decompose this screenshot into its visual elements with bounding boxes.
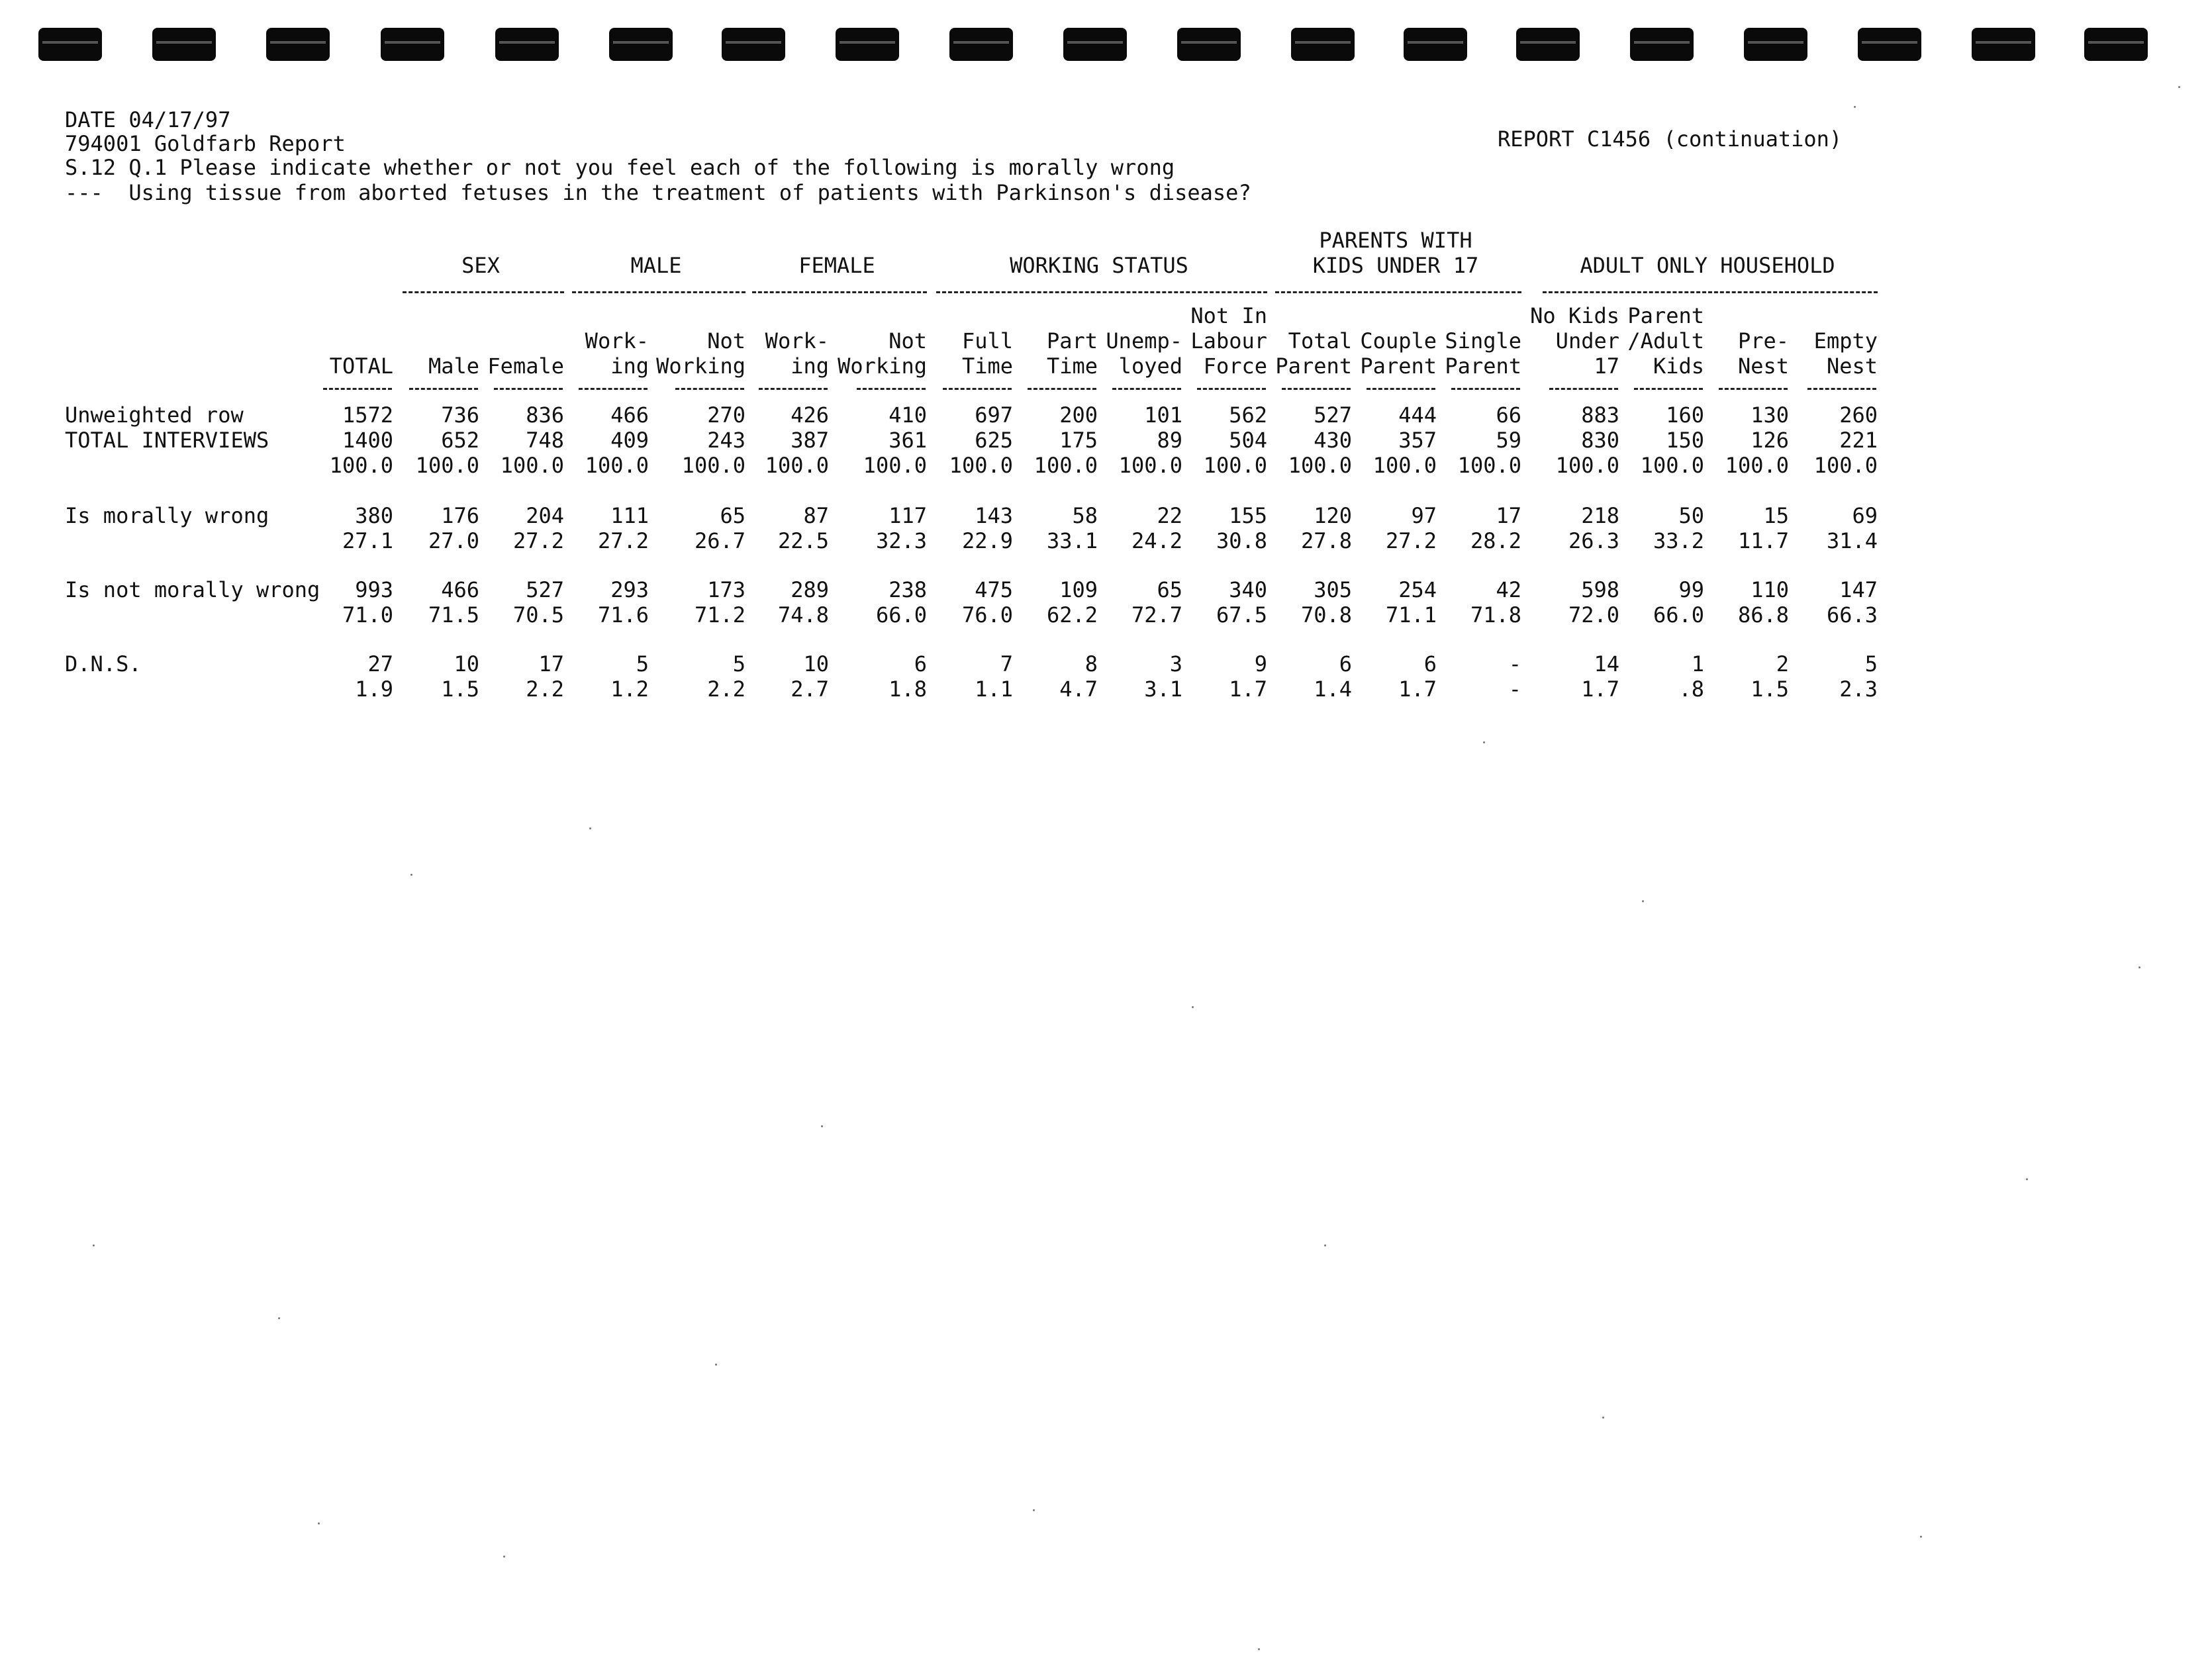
group-underline xyxy=(936,291,1267,293)
column-header: Working xyxy=(838,353,927,379)
table-cell: 120 xyxy=(1314,503,1352,528)
table-cell: 270 xyxy=(707,402,745,428)
column-underline xyxy=(579,388,648,390)
column-header: Male xyxy=(428,353,479,379)
report-date: DATE 04/17/97 xyxy=(65,107,231,132)
table-cell: 62.2 xyxy=(1046,602,1098,628)
table-cell: 17 xyxy=(538,651,564,677)
table-cell: 6 xyxy=(1339,651,1352,677)
table-cell: 697 xyxy=(975,402,1013,428)
table-cell: 6 xyxy=(914,651,927,677)
table-cell: 200 xyxy=(1059,402,1098,428)
table-cell: 27.1 xyxy=(342,528,393,553)
column-underline xyxy=(1028,388,1096,390)
table-cell: 100.0 xyxy=(1555,453,1619,478)
table-cell: 2.3 xyxy=(1839,677,1878,702)
column-underline xyxy=(323,388,392,390)
column-header: loyed xyxy=(1118,353,1182,379)
scan-speck xyxy=(410,874,412,876)
table-cell: 8 xyxy=(1084,651,1098,677)
group-header-line1: PARENTS WITH xyxy=(1319,228,1472,253)
group-header-line2: KIDS UNDER 17 xyxy=(1312,253,1479,278)
scan-speck xyxy=(1192,1006,1194,1008)
column-underline xyxy=(943,388,1012,390)
column-underline xyxy=(1634,388,1703,390)
table-cell: 22 xyxy=(1157,503,1182,528)
table-cell: 59 xyxy=(1496,428,1521,453)
column-underline xyxy=(675,388,744,390)
table-cell: 562 xyxy=(1229,402,1267,428)
table-cell: - xyxy=(1508,651,1521,677)
table-cell: 72.0 xyxy=(1568,602,1619,628)
table-cell: 71.5 xyxy=(428,602,479,628)
sprocket-hole xyxy=(836,28,899,61)
table-cell: 466 xyxy=(610,402,649,428)
table-cell: 71.0 xyxy=(342,602,393,628)
table-cell: 430 xyxy=(1314,428,1352,453)
table-cell: 71.2 xyxy=(694,602,745,628)
table-cell: 130 xyxy=(1751,402,1789,428)
sprocket-hole xyxy=(609,28,673,61)
table-cell: 100.0 xyxy=(500,453,564,478)
table-cell: 5 xyxy=(636,651,649,677)
group-header: ADULT ONLY HOUSEHOLD xyxy=(1580,253,1835,278)
table-cell: 100.0 xyxy=(1457,453,1521,478)
table-cell: 748 xyxy=(526,428,564,453)
table-cell: 409 xyxy=(610,428,649,453)
column-header: Working xyxy=(656,353,745,379)
table-cell: 10 xyxy=(454,651,479,677)
subquestion-text: --- Using tissue from aborted fetuses in the treatment of patients with Parkinson's disease? xyxy=(65,180,1251,205)
row-label: Is not morally wrong xyxy=(65,577,320,602)
table-cell: 27 xyxy=(367,651,393,677)
column-header: No Kids xyxy=(1530,303,1619,328)
column-header: /Adult xyxy=(1627,328,1704,353)
table-cell: 100.0 xyxy=(1640,453,1704,478)
table-cell: 176 xyxy=(441,503,479,528)
column-header: Under xyxy=(1555,328,1619,353)
table-cell: 1572 xyxy=(342,402,393,428)
scan-speck xyxy=(589,827,591,829)
table-cell: 65 xyxy=(720,503,745,528)
table-cell: 50 xyxy=(1678,503,1704,528)
table-cell: 625 xyxy=(975,428,1013,453)
scan-speck xyxy=(1602,1417,1604,1419)
table-cell: 652 xyxy=(441,428,479,453)
table-cell: 65 xyxy=(1157,577,1182,602)
column-header: Time xyxy=(1046,353,1098,379)
table-cell: 101 xyxy=(1144,402,1182,428)
table-cell: 100.0 xyxy=(1725,453,1789,478)
table-cell: 69 xyxy=(1852,503,1878,528)
table-cell: 58 xyxy=(1072,503,1098,528)
table-cell: 2 xyxy=(1776,651,1789,677)
table-cell: 100.0 xyxy=(1288,453,1352,478)
table-cell: 1.5 xyxy=(1751,677,1789,702)
table-cell: 466 xyxy=(441,577,479,602)
column-header: 17 xyxy=(1594,353,1619,379)
sprocket-hole xyxy=(1404,28,1467,61)
column-header: Total xyxy=(1288,328,1352,353)
column-header: Nest xyxy=(1737,353,1789,379)
column-header: Full xyxy=(961,328,1013,353)
table-cell: 175 xyxy=(1059,428,1098,453)
table-cell: 110 xyxy=(1751,577,1789,602)
column-header: Nest xyxy=(1826,353,1878,379)
table-cell: 22.5 xyxy=(777,528,829,553)
table-cell: 71.8 xyxy=(1470,602,1521,628)
column-header: Unemp- xyxy=(1106,328,1182,353)
table-cell: 155 xyxy=(1229,503,1267,528)
table-cell: 380 xyxy=(355,503,393,528)
table-cell: 17 xyxy=(1496,503,1521,528)
table-cell: 504 xyxy=(1229,428,1267,453)
column-underline xyxy=(759,388,828,390)
table-cell: 361 xyxy=(889,428,927,453)
table-cell: 100.0 xyxy=(585,453,649,478)
table-cell: 993 xyxy=(355,577,393,602)
table-cell: 66.0 xyxy=(1653,602,1704,628)
sprocket-hole xyxy=(722,28,785,61)
scan-speck xyxy=(278,1317,280,1319)
table-cell: 143 xyxy=(975,503,1013,528)
table-cell: 100.0 xyxy=(765,453,829,478)
table-cell: 1.2 xyxy=(610,677,649,702)
sprocket-hole xyxy=(266,28,330,61)
group-header: FEMALE xyxy=(798,253,875,278)
table-cell: 71.1 xyxy=(1385,602,1437,628)
table-cell: 100.0 xyxy=(863,453,927,478)
scan-speck xyxy=(1324,1244,1326,1246)
column-header: Time xyxy=(961,353,1013,379)
table-cell: 100.0 xyxy=(329,453,393,478)
table-cell: 527 xyxy=(1314,402,1352,428)
column-underline xyxy=(1112,388,1181,390)
table-cell: 4.7 xyxy=(1059,677,1098,702)
group-header: WORKING STATUS xyxy=(1010,253,1188,278)
column-underline xyxy=(1282,388,1351,390)
sprocket-hole xyxy=(949,28,1013,61)
table-cell: 387 xyxy=(791,428,829,453)
table-cell: 426 xyxy=(791,402,829,428)
table-cell: 221 xyxy=(1839,428,1878,453)
table-cell: 100.0 xyxy=(949,453,1013,478)
column-header: Not In xyxy=(1190,303,1267,328)
table-cell: 100.0 xyxy=(681,453,745,478)
sprocket-hole xyxy=(1063,28,1127,61)
column-header: Parent xyxy=(1627,303,1704,328)
table-cell: 836 xyxy=(526,402,564,428)
group-underline xyxy=(403,291,564,293)
table-cell: 74.8 xyxy=(777,602,829,628)
column-header: Force xyxy=(1203,353,1267,379)
table-cell: 3.1 xyxy=(1144,677,1182,702)
scan-speck xyxy=(1258,1648,1260,1650)
column-header: Pre- xyxy=(1737,328,1789,353)
sprocket-hole xyxy=(1516,28,1580,61)
table-cell: 30.8 xyxy=(1216,528,1267,553)
report-id: REPORT C1456 (continuation) xyxy=(1498,126,1843,152)
table-cell: 1400 xyxy=(342,428,393,453)
sprocket-hole xyxy=(495,28,559,61)
table-cell: 27.2 xyxy=(512,528,564,553)
table-cell: 160 xyxy=(1666,402,1704,428)
column-header: Work- xyxy=(765,328,829,353)
sprocket-hole xyxy=(152,28,216,61)
table-cell: 305 xyxy=(1314,577,1352,602)
table-cell: 527 xyxy=(526,577,564,602)
sprocket-hole xyxy=(381,28,444,61)
table-cell: 42 xyxy=(1496,577,1521,602)
table-cell: 24.2 xyxy=(1131,528,1182,553)
table-cell: 33.1 xyxy=(1046,528,1098,553)
scan-speck xyxy=(93,1244,95,1246)
column-header: Not xyxy=(707,328,745,353)
table-cell: 86.8 xyxy=(1737,602,1789,628)
table-cell: 218 xyxy=(1581,503,1619,528)
table-cell: 99 xyxy=(1678,577,1704,602)
table-cell: 100.0 xyxy=(1033,453,1098,478)
sprocket-hole xyxy=(1972,28,2035,61)
column-header: Part xyxy=(1046,328,1098,353)
table-cell: 1 xyxy=(1691,651,1704,677)
table-cell: 27.0 xyxy=(428,528,479,553)
table-cell: 1.7 xyxy=(1229,677,1267,702)
table-cell: 1.5 xyxy=(441,677,479,702)
sprocket-hole xyxy=(1630,28,1694,61)
table-cell: 3 xyxy=(1169,651,1182,677)
scan-speck xyxy=(1033,1509,1035,1511)
table-cell: 26.3 xyxy=(1568,528,1619,553)
group-underline xyxy=(572,291,745,293)
column-header: Single xyxy=(1445,328,1521,353)
scan-speck xyxy=(821,1125,823,1127)
sprocket-hole xyxy=(1177,28,1241,61)
table-cell: 14 xyxy=(1594,651,1619,677)
table-cell: 238 xyxy=(889,577,927,602)
column-underline xyxy=(1549,388,1618,390)
table-cell: 2.7 xyxy=(791,677,829,702)
table-cell: 5 xyxy=(732,651,745,677)
table-cell: 830 xyxy=(1581,428,1619,453)
scan-speck xyxy=(2178,86,2180,88)
table-cell: 6 xyxy=(1423,651,1437,677)
column-header: Work- xyxy=(585,328,649,353)
column-underline xyxy=(409,388,478,390)
report-job-title: 794001 Goldfarb Report xyxy=(65,131,346,156)
sprocket-hole xyxy=(1744,28,1807,61)
row-label: D.N.S. xyxy=(65,651,142,677)
table-cell: 89 xyxy=(1157,428,1182,453)
table-cell: 66.0 xyxy=(875,602,927,628)
table-cell: 100.0 xyxy=(1372,453,1437,478)
question-text: S.12 Q.1 Please indicate whether or not you feel each of the following is morally wrong xyxy=(65,155,1175,180)
scan-speck xyxy=(2138,966,2140,968)
scan-speck xyxy=(2026,1178,2028,1180)
table-cell: 111 xyxy=(610,503,649,528)
table-cell: 5 xyxy=(1864,651,1878,677)
table-cell: .8 xyxy=(1678,677,1704,702)
table-cell: 1.9 xyxy=(355,677,393,702)
column-header: Parent xyxy=(1360,353,1437,379)
table-cell: 293 xyxy=(610,577,649,602)
column-header: ing xyxy=(791,353,829,379)
table-cell: 27.2 xyxy=(1385,528,1437,553)
row-label: TOTAL INTERVIEWS xyxy=(65,428,269,453)
table-cell: 204 xyxy=(526,503,564,528)
column-underline xyxy=(1807,388,1876,390)
column-header: Parent xyxy=(1445,353,1521,379)
group-underline xyxy=(1275,291,1521,293)
table-cell: - xyxy=(1508,677,1521,702)
scan-speck xyxy=(715,1364,717,1366)
table-cell: 147 xyxy=(1839,577,1878,602)
table-cell: 1.4 xyxy=(1314,677,1352,702)
table-cell: 9 xyxy=(1254,651,1267,677)
table-cell: 70.8 xyxy=(1300,602,1352,628)
group-header: MALE xyxy=(630,253,682,278)
column-underline xyxy=(857,388,926,390)
column-header: Kids xyxy=(1653,353,1704,379)
sprocket-hole xyxy=(1858,28,1921,61)
scan-speck xyxy=(1642,900,1644,902)
table-cell: 1.7 xyxy=(1398,677,1437,702)
sprocket-hole xyxy=(2084,28,2148,61)
table-cell: 31.4 xyxy=(1826,528,1878,553)
column-header: Couple xyxy=(1360,328,1437,353)
column-header: TOTAL xyxy=(329,353,393,379)
table-cell: 289 xyxy=(791,577,829,602)
group-underline xyxy=(1543,291,1878,293)
table-cell: 1.8 xyxy=(889,677,927,702)
table-cell: 97 xyxy=(1411,503,1437,528)
column-underline xyxy=(1719,388,1788,390)
table-cell: 883 xyxy=(1581,402,1619,428)
table-cell: 173 xyxy=(707,577,745,602)
table-cell: 126 xyxy=(1751,428,1789,453)
column-header: Female xyxy=(487,353,564,379)
column-header: Parent xyxy=(1275,353,1352,379)
table-cell: 2.2 xyxy=(707,677,745,702)
table-cell: 76.0 xyxy=(961,602,1013,628)
table-cell: 254 xyxy=(1398,577,1437,602)
table-cell: 66 xyxy=(1496,402,1521,428)
table-cell: 260 xyxy=(1839,402,1878,428)
scan-speck xyxy=(1483,741,1485,743)
table-cell: 26.7 xyxy=(694,528,745,553)
sprocket-holes xyxy=(0,0,2210,79)
group-underline xyxy=(752,291,927,293)
column-header: Labour xyxy=(1190,328,1267,353)
table-cell: 27.8 xyxy=(1300,528,1352,553)
table-cell: 72.7 xyxy=(1131,602,1182,628)
table-cell: 243 xyxy=(707,428,745,453)
table-cell: 1.7 xyxy=(1581,677,1619,702)
scan-speck xyxy=(1854,106,1856,108)
table-cell: 100.0 xyxy=(1203,453,1267,478)
table-cell: 87 xyxy=(803,503,829,528)
table-cell: 100.0 xyxy=(415,453,479,478)
scan-speck xyxy=(1920,1536,1922,1538)
table-cell: 33.2 xyxy=(1653,528,1704,553)
column-underline xyxy=(1367,388,1435,390)
table-cell: 10 xyxy=(803,651,829,677)
table-cell: 100.0 xyxy=(1813,453,1878,478)
row-label: Is morally wrong xyxy=(65,503,269,528)
table-cell: 71.6 xyxy=(597,602,649,628)
table-cell: 67.5 xyxy=(1216,602,1267,628)
table-cell: 736 xyxy=(441,402,479,428)
scan-speck xyxy=(503,1556,505,1558)
table-cell: 28.2 xyxy=(1470,528,1521,553)
column-header: Empty xyxy=(1813,328,1878,353)
row-label: Unweighted row xyxy=(65,402,244,428)
scan-speck xyxy=(318,1522,320,1524)
table-cell: 444 xyxy=(1398,402,1437,428)
table-cell: 117 xyxy=(889,503,927,528)
table-cell: 340 xyxy=(1229,577,1267,602)
table-cell: 150 xyxy=(1666,428,1704,453)
column-header: ing xyxy=(610,353,649,379)
table-cell: 410 xyxy=(889,402,927,428)
table-cell: 100.0 xyxy=(1118,453,1182,478)
table-cell: 15 xyxy=(1763,503,1789,528)
table-cell: 1.1 xyxy=(975,677,1013,702)
table-cell: 32.3 xyxy=(875,528,927,553)
table-cell: 27.2 xyxy=(597,528,649,553)
table-cell: 598 xyxy=(1581,577,1619,602)
column-header: Not xyxy=(889,328,927,353)
table-cell: 2.2 xyxy=(526,677,564,702)
table-cell: 7 xyxy=(1000,651,1013,677)
table-cell: 357 xyxy=(1398,428,1437,453)
table-cell: 66.3 xyxy=(1826,602,1878,628)
table-cell: 475 xyxy=(975,577,1013,602)
table-cell: 70.5 xyxy=(512,602,564,628)
table-cell: 109 xyxy=(1059,577,1098,602)
group-header: SEX xyxy=(461,253,500,278)
table-cell: 11.7 xyxy=(1737,528,1789,553)
column-underline xyxy=(1197,388,1266,390)
table-cell: 22.9 xyxy=(961,528,1013,553)
sprocket-hole xyxy=(1291,28,1355,61)
sprocket-hole xyxy=(38,28,102,61)
column-underline xyxy=(1451,388,1520,390)
column-underline xyxy=(494,388,563,390)
